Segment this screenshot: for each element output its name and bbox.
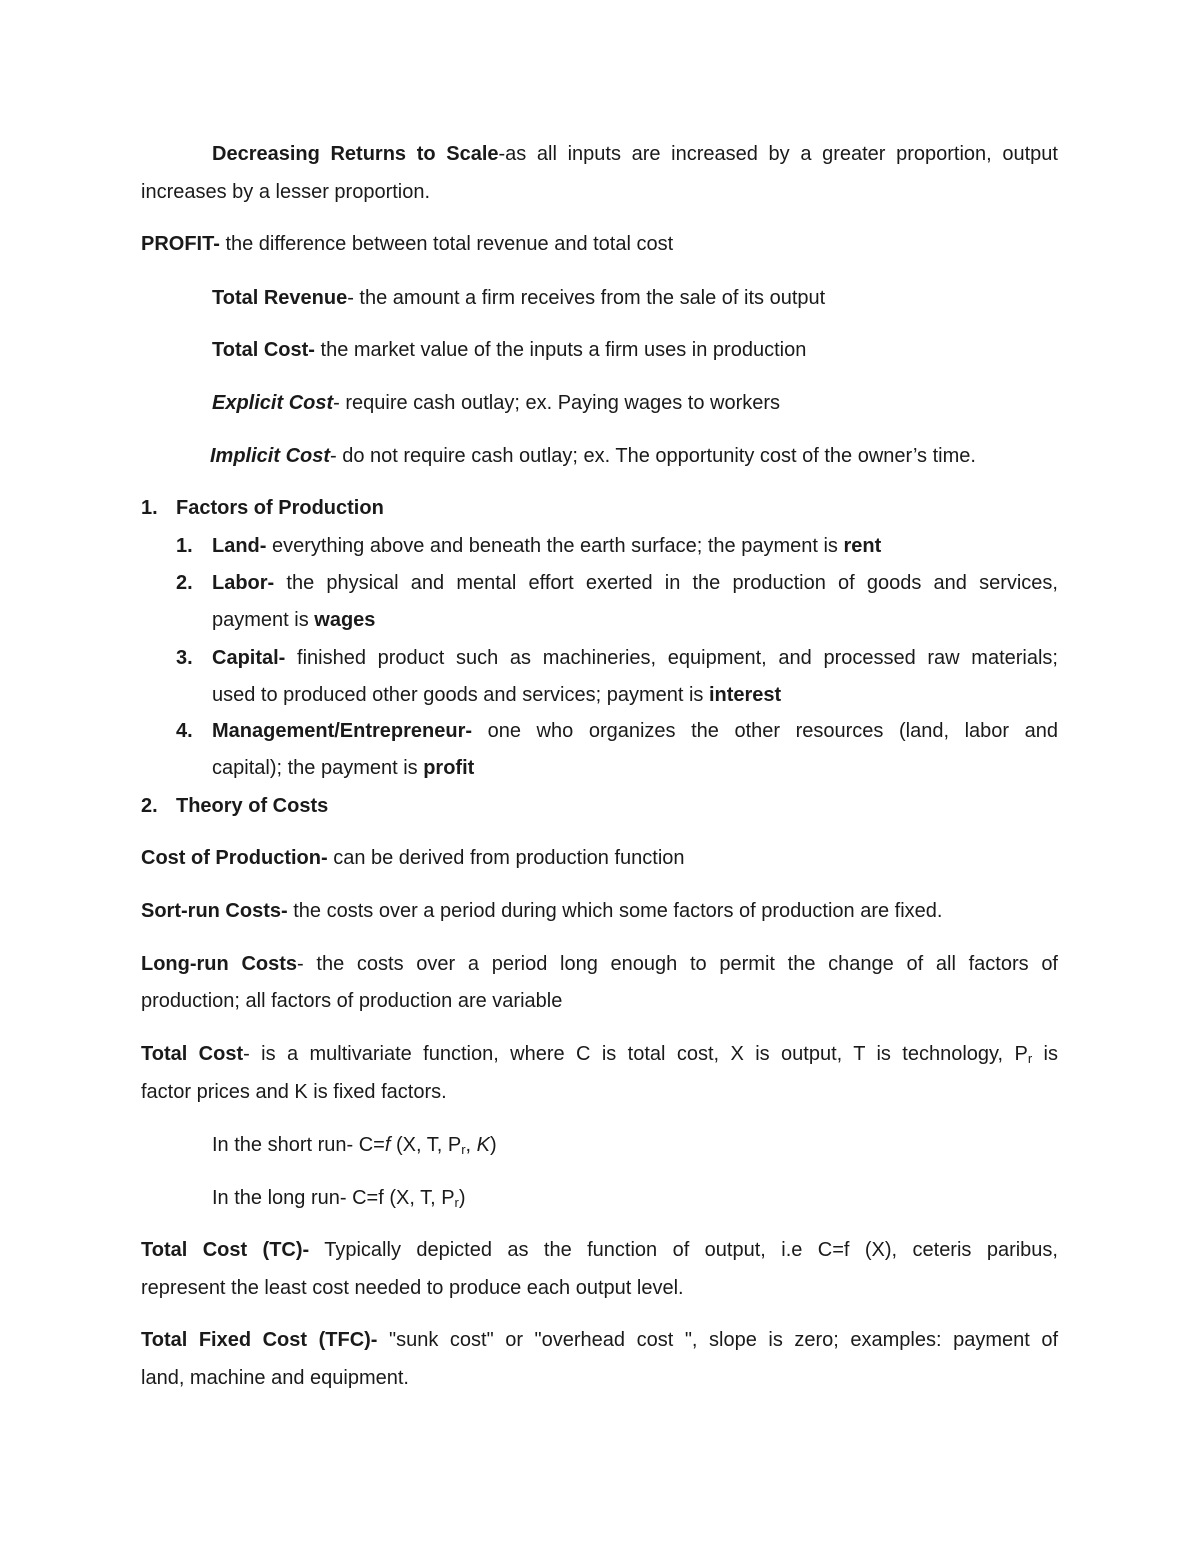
factors-number: 1.	[141, 497, 158, 519]
tfc-term: Total Fixed Cost (TFC)-	[141, 1329, 378, 1351]
factors-heading	[176, 496, 384, 520]
theory-number: 2.	[141, 795, 158, 817]
tc-line-2: represent the least cost needed to produce each output level.	[141, 1277, 684, 1299]
implicit-cost-definition: - do not require cash outlay; ex. The opportunity cost of the owner’s time.	[330, 445, 976, 467]
short-run-costs-definition: the costs over a period during which some factors of production are fixed.	[287, 900, 943, 922]
tc-definition: Typically depicted as the function of output, i.e C=f (X), ceteris paribus,	[309, 1239, 1058, 1261]
long-run-equation	[212, 1186, 466, 1210]
long-run-costs-line-1	[141, 952, 1058, 976]
management-number: 4.	[176, 720, 193, 742]
total-cost-multi-subscript: r	[1027, 1051, 1033, 1066]
long-run-equation-end: )	[458, 1187, 466, 1209]
drs-line-1	[212, 142, 1058, 166]
short-run-equation-end: )	[490, 1134, 497, 1156]
theory-title: Theory of Costs	[176, 795, 329, 817]
total-revenue-line	[212, 286, 825, 310]
labor-payment: wages	[314, 609, 376, 631]
capital-payment: interest	[708, 684, 782, 706]
short-run-equation-k: K	[476, 1134, 491, 1156]
capital-payment-label: used to produced other goods and services; payment is	[212, 684, 709, 706]
total-cost-multi-definition: - is a multivariate function, where C is total cost, X is output, T is technology, P	[243, 1043, 1028, 1065]
tfc-line-2: land, machine and equipment.	[141, 1367, 409, 1389]
capital-line-2	[212, 683, 781, 707]
tc-term: Total Cost (TC)-	[141, 1239, 310, 1261]
short-run-costs-term: Sort-run Costs-	[141, 900, 288, 922]
drs-term: Decreasing Returns to Scale	[212, 143, 499, 165]
long-run-equation-subscript: r	[454, 1195, 459, 1210]
profit-term: PROFIT-	[141, 233, 220, 255]
capital-term: Capital-	[212, 647, 286, 669]
total-cost-multi-term: Total Cost	[141, 1043, 244, 1065]
explicit-cost-term: Explicit Cost	[212, 392, 334, 414]
total-cost-line	[212, 338, 806, 362]
tfc-line-1	[141, 1328, 1058, 1352]
long-run-costs-definition: - the costs over a period long enough to permit the change of all factors of	[297, 953, 1058, 975]
land-term: Land-	[212, 535, 267, 557]
tfc-definition: "sunk cost" or "overhead cost ", slope is zero; examples: payment of	[377, 1329, 1059, 1351]
capital-line-1	[212, 646, 1058, 670]
management-payment: profit	[423, 757, 475, 779]
land-definition: everything above and beneath the earth surface; the payment is	[266, 535, 844, 557]
short-run-equation-mid: (X, T, P	[390, 1134, 462, 1156]
labor-number: 2.	[176, 572, 193, 594]
total-cost-multi-line-2: factor prices and K is fixed factors.	[141, 1081, 447, 1103]
cost-of-production-definition: can be derived from production function	[327, 847, 685, 869]
theory-heading	[176, 794, 328, 818]
total-revenue-definition: - the amount a firm receives from the sale of its output	[347, 287, 826, 309]
tc-line-1	[141, 1238, 1058, 1262]
land-line	[212, 534, 881, 558]
land-payment: rent	[843, 535, 882, 557]
management-line-2	[212, 756, 474, 780]
implicit-cost-line	[210, 444, 976, 468]
implicit-cost-term: Implicit Cost	[210, 445, 331, 467]
total-revenue-term: Total Revenue	[212, 287, 348, 309]
explicit-cost-definition: - require cash outlay; ex. Paying wages to workers	[333, 392, 781, 414]
drs-line-2: increases by a lesser proportion.	[141, 181, 431, 203]
profit-line	[141, 232, 673, 256]
management-line-1	[212, 719, 1058, 743]
labor-line-2	[212, 608, 375, 632]
labor-term: Labor-	[212, 572, 275, 594]
cost-of-production-line	[141, 846, 685, 870]
labor-payment-label: payment is	[212, 609, 315, 631]
short-run-costs-line	[141, 899, 942, 923]
explicit-cost-line	[212, 391, 780, 415]
short-run-equation-sep: ,	[465, 1134, 477, 1156]
capital-definition: finished product such as machineries, equipment, and processed raw materials;	[285, 647, 1058, 669]
management-term: Management/Entrepreneur-	[212, 720, 473, 742]
land-number: 1.	[176, 535, 193, 557]
cost-of-production-term: Cost of Production-	[141, 847, 328, 869]
long-run-equation-prefix: In the long run- C=f (X, T, P	[212, 1187, 455, 1209]
total-cost-multi-definition-end: is	[1032, 1043, 1059, 1065]
short-run-equation-prefix: In the short run- C=	[212, 1134, 385, 1156]
management-definition: one who organizes the other resources (land, labor and	[472, 720, 1058, 742]
drs-definition: -as all inputs are increased by a greater proportion, output	[498, 143, 1058, 165]
labor-definition: the physical and mental effort exerted in the production of goods and services,	[274, 572, 1058, 594]
short-run-equation	[212, 1133, 497, 1157]
short-run-equation-f: f	[384, 1134, 391, 1156]
long-run-costs-term: Long-run Costs	[141, 953, 298, 975]
factors-title: Factors of Production	[176, 497, 384, 519]
profit-definition: the difference between total revenue and total cost	[219, 233, 674, 255]
total-cost-definition: the market value of the inputs a firm uses in production	[314, 339, 807, 361]
total-cost-multi-line-1	[141, 1042, 1058, 1066]
capital-number: 3.	[176, 647, 193, 669]
labor-line-1	[212, 571, 1058, 595]
management-payment-label: capital); the payment is	[212, 757, 424, 779]
long-run-costs-line-2: production; all factors of production are variable	[141, 990, 563, 1012]
total-cost-term: Total Cost-	[212, 339, 315, 361]
short-run-equation-subscript: r	[461, 1142, 466, 1157]
